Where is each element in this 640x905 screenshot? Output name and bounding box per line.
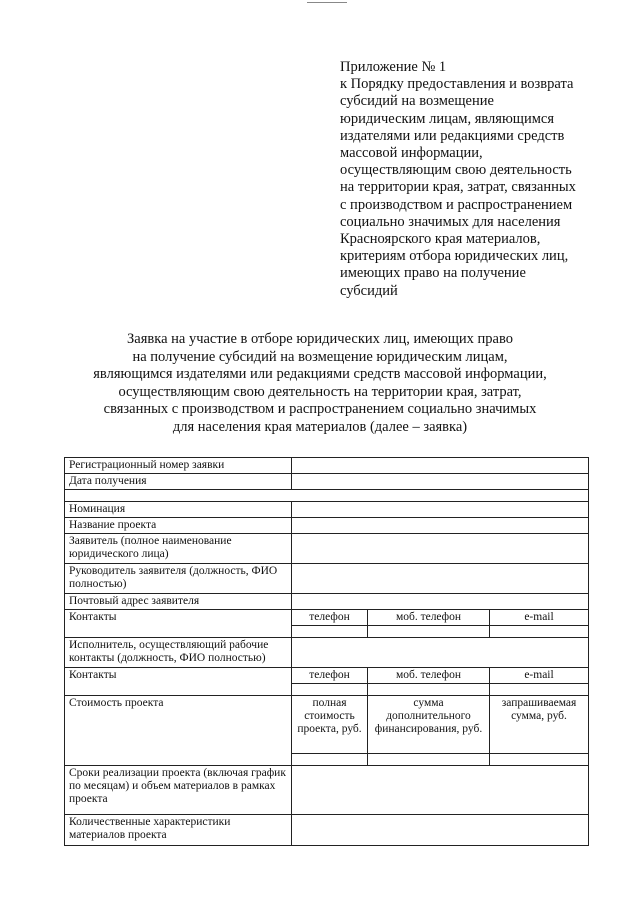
appendix-line: Красноярского края материалов, bbox=[340, 231, 541, 248]
table-row bbox=[65, 696, 589, 754]
table-row bbox=[65, 502, 589, 518]
received-date-field[interactable] bbox=[292, 474, 589, 490]
nomination-field[interactable] bbox=[292, 502, 589, 518]
application-form-table bbox=[64, 457, 589, 846]
email-field[interactable] bbox=[490, 684, 589, 696]
nomination-label: Номинация bbox=[65, 502, 292, 518]
registration-number-field[interactable] bbox=[292, 458, 589, 474]
heading-line: Заявка на участие в отборе юридических лиц, имеющих право bbox=[127, 331, 513, 347]
executor-label: Исполнитель, осуществляющий рабочие контакты (должность, ФИО полностью) bbox=[65, 638, 292, 668]
registration-number-label: Регистрационный номер заявки bbox=[65, 458, 292, 474]
page-top-mark bbox=[307, 2, 347, 3]
appendix-line: массовой информации, bbox=[340, 145, 483, 162]
applicant-label: Заявитель (полное наименование юридического лица) bbox=[65, 534, 292, 564]
appendix-line: на территории края, затрат, связанных bbox=[340, 179, 576, 196]
mobile-phone-header: моб. телефон bbox=[368, 610, 490, 626]
appendix-line: осуществляющим свою деятельность bbox=[340, 162, 572, 179]
quantitative-label: Количественные характеристики материалов проекта bbox=[65, 815, 292, 846]
project-name-label: Название проекта bbox=[65, 518, 292, 534]
full-cost-header: полная стоимость проекта, руб. bbox=[292, 696, 368, 754]
full-cost-field[interactable] bbox=[292, 754, 368, 766]
table-row bbox=[65, 474, 589, 490]
quantitative-field[interactable] bbox=[292, 815, 589, 846]
applicant-head-label: Руководитель заявителя (должность, ФИО полностью) bbox=[65, 564, 292, 594]
email-field[interactable] bbox=[490, 626, 589, 638]
appendix-line: субсидий bbox=[340, 282, 398, 299]
received-date-label: Дата получения bbox=[65, 474, 292, 490]
table-row bbox=[65, 518, 589, 534]
email-header: e-mail bbox=[490, 668, 589, 684]
applicant-field[interactable] bbox=[292, 534, 589, 564]
mobile-phone-header: моб. телефон bbox=[368, 668, 490, 684]
table-row bbox=[65, 490, 589, 502]
mobile-phone-field[interactable] bbox=[368, 684, 490, 696]
appendix-line: к Порядку предоставления и возврата bbox=[340, 76, 574, 93]
heading-line: осуществляющим свою деятельность на территории края, затрат, bbox=[118, 383, 522, 400]
email-header: e-mail bbox=[490, 610, 589, 626]
appendix-caption bbox=[340, 59, 620, 300]
table-row bbox=[65, 534, 589, 564]
phone-header: телефон bbox=[292, 668, 368, 684]
executor-field[interactable] bbox=[292, 638, 589, 668]
phone-field[interactable] bbox=[292, 684, 368, 696]
requested-amount-header: запрашиваемая сумма, руб. bbox=[490, 696, 589, 754]
appendix-line: субсидий на возмещение bbox=[340, 93, 494, 110]
table-row bbox=[65, 815, 589, 846]
applicant-head-field[interactable] bbox=[292, 564, 589, 594]
phone-field[interactable] bbox=[292, 626, 368, 638]
appendix-line: имеющих право на получение bbox=[340, 265, 526, 282]
postal-address-label: Почтовый адрес заявителя bbox=[65, 594, 292, 610]
appendix-line: с производством и распространением bbox=[340, 196, 573, 213]
project-cost-label: Стоимость проекта bbox=[65, 696, 292, 766]
project-name-field[interactable] bbox=[292, 518, 589, 534]
heading-line: для населения края материалов (далее – заявка) bbox=[172, 418, 468, 435]
heading-line: на получение субсидий на возмещение юридическим лицам, bbox=[132, 348, 508, 365]
heading-line: являющимся издателями или редакциями средств массовой информации, bbox=[93, 366, 547, 383]
appendix-line: социально значимых для населения bbox=[340, 213, 561, 230]
table-row bbox=[65, 766, 589, 815]
postal-address-field[interactable] bbox=[292, 594, 589, 610]
table-row bbox=[65, 638, 589, 668]
appendix-line: Приложение № 1 bbox=[340, 59, 447, 75]
table-row bbox=[65, 458, 589, 474]
additional-funding-header: сумма дополнительного финансирования, руб. bbox=[368, 696, 490, 754]
table-row bbox=[65, 610, 589, 626]
table-row bbox=[65, 594, 589, 610]
contacts-label: Контакты bbox=[65, 610, 292, 638]
table-row bbox=[65, 564, 589, 594]
appendix-line: юридическим лицам, являющимся bbox=[340, 110, 554, 127]
appendix-line: критериям отбора юридических лиц, bbox=[340, 248, 569, 265]
timeline-field[interactable] bbox=[292, 766, 589, 815]
mobile-phone-field[interactable] bbox=[368, 626, 490, 638]
heading-line: связанных с производством и распространением социально значимых bbox=[103, 401, 537, 418]
contacts-label: Контакты bbox=[65, 668, 292, 696]
table-row bbox=[65, 668, 589, 684]
phone-header: телефон bbox=[292, 610, 368, 626]
appendix-line: издателями или редакциями средств bbox=[340, 127, 565, 144]
timeline-label: Сроки реализации проекта (включая график по месяцам) и объем материалов в рамках проекта bbox=[65, 766, 292, 815]
requested-amount-field[interactable] bbox=[490, 754, 589, 766]
additional-funding-field[interactable] bbox=[368, 754, 490, 766]
document-heading bbox=[60, 331, 580, 437]
separator-row bbox=[65, 490, 589, 502]
